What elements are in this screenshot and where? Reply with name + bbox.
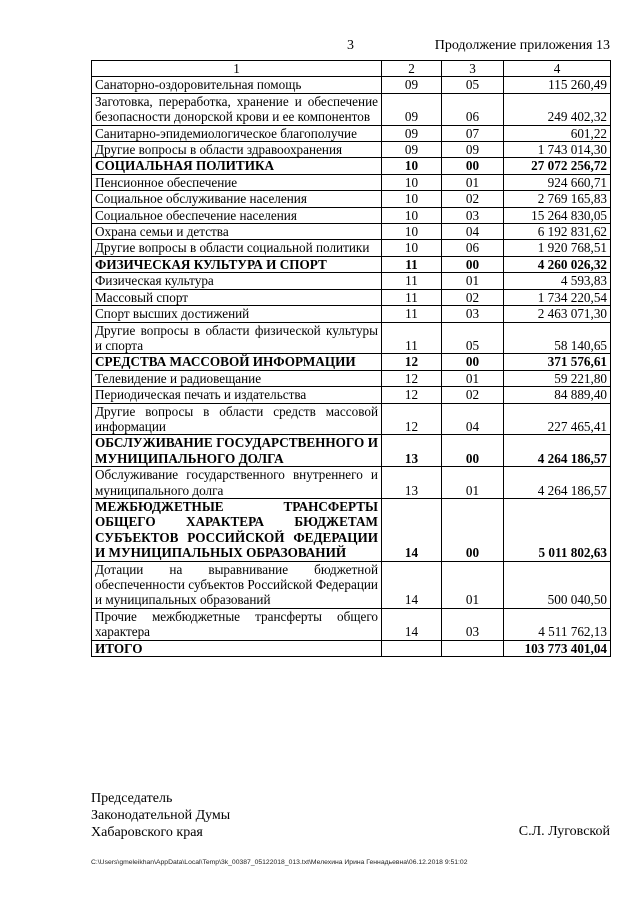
row-section-code: 13 xyxy=(382,435,442,467)
table-row xyxy=(92,273,611,289)
file-path-footer: C:\Users\gmeleikhan\AppData\Local\Temp\3k_00387_05122018_013.txt\Мелехина Ирина Геннадьевна\06.12.2018 9:51:02 xyxy=(91,859,468,866)
row-name: Пенсионное обеспечение xyxy=(92,174,382,190)
row-name: МЕЖБЮДЖЕТНЫЕ ТРАНСФЕРТЫ ОБЩЕГО ХАРАКТЕРА БЮДЖЕТАМ СУБЪЕКТОВ РОССИЙСКОЙ ФЕДЕРАЦИИ И МУНИЦИПАЛЬНЫХ ОБРАЗОВАНИЙ xyxy=(92,498,382,561)
table-row xyxy=(92,322,611,354)
signature-title-line2: Законодательной Думы xyxy=(91,808,231,823)
row-name: Прочие межбюджетные трансферты общего характера xyxy=(92,608,382,640)
row-subsection-code: 00 xyxy=(442,498,504,561)
table-row xyxy=(92,240,611,256)
row-amount: 4 260 026,32 xyxy=(504,256,611,272)
row-name: Периодическая печать и издательства xyxy=(92,387,382,403)
column-number: 1 xyxy=(92,61,382,77)
column-number: 3 xyxy=(442,61,504,77)
row-section-code: 09 xyxy=(382,142,442,158)
table-row xyxy=(92,207,611,223)
row-name: Физическая культура xyxy=(92,273,382,289)
row-name: Санитарно-эпидемиологическое благополучие xyxy=(92,125,382,141)
row-amount: 601,22 xyxy=(504,125,611,141)
table-row xyxy=(92,370,611,386)
total-label: ИТОГО xyxy=(92,640,382,656)
row-subsection-code: 03 xyxy=(442,207,504,223)
total-amount: 103 773 401,04 xyxy=(504,640,611,656)
row-subsection-code: 05 xyxy=(442,322,504,354)
row-subsection-code: 01 xyxy=(442,561,504,608)
table-row xyxy=(92,467,611,499)
row-subsection-code: 02 xyxy=(442,387,504,403)
total-empty-cell xyxy=(442,640,504,656)
row-name: Социальное обеспечение населения xyxy=(92,207,382,223)
row-section-code: 09 xyxy=(382,93,442,125)
row-amount: 371 576,61 xyxy=(504,354,611,370)
row-amount: 227 465,41 xyxy=(504,403,611,435)
row-amount: 15 264 830,05 xyxy=(504,207,611,223)
row-name: Другие вопросы в области социальной политики xyxy=(92,240,382,256)
row-subsection-code: 06 xyxy=(442,240,504,256)
table-row xyxy=(92,174,611,190)
table-row xyxy=(92,289,611,305)
appendix-caption: Продолжение приложения 13 xyxy=(434,38,610,53)
row-section-code: 09 xyxy=(382,77,442,93)
row-name: Спорт высших достижений xyxy=(92,306,382,322)
total-row xyxy=(92,640,611,656)
table-row xyxy=(92,498,611,561)
row-section-code: 10 xyxy=(382,240,442,256)
table-row xyxy=(92,93,611,125)
row-section-code: 11 xyxy=(382,322,442,354)
table-row xyxy=(92,306,611,322)
row-amount: 249 402,32 xyxy=(504,93,611,125)
row-name: Другие вопросы в области средств массовой информации xyxy=(92,403,382,435)
row-name: ОБСЛУЖИВАНИЕ ГОСУДАРСТВЕННОГО И МУНИЦИПАЛЬНОГО ДОЛГА xyxy=(92,435,382,467)
row-subsection-code: 04 xyxy=(442,224,504,240)
row-amount: 115 260,49 xyxy=(504,77,611,93)
signature-title-line3: Хабаровского края xyxy=(91,825,203,840)
row-section-code: 11 xyxy=(382,273,442,289)
row-amount: 59 221,80 xyxy=(504,370,611,386)
row-section-code: 12 xyxy=(382,354,442,370)
row-amount: 4 264 186,57 xyxy=(504,435,611,467)
table-row xyxy=(92,77,611,93)
row-name: Массовый спорт xyxy=(92,289,382,305)
row-amount: 6 192 831,62 xyxy=(504,224,611,240)
row-subsection-code: 02 xyxy=(442,289,504,305)
row-section-code: 10 xyxy=(382,207,442,223)
row-amount: 2 769 165,83 xyxy=(504,191,611,207)
row-subsection-code: 01 xyxy=(442,273,504,289)
table-row xyxy=(92,354,611,370)
row-section-code: 14 xyxy=(382,608,442,640)
signature-block xyxy=(91,790,230,841)
row-section-code: 11 xyxy=(382,289,442,305)
row-name: Охрана семьи и детства xyxy=(92,224,382,240)
row-subsection-code: 09 xyxy=(442,142,504,158)
signatory-name: С.Л. Луговской xyxy=(518,824,610,839)
row-amount: 2 463 071,30 xyxy=(504,306,611,322)
row-subsection-code: 00 xyxy=(442,256,504,272)
row-name: СОЦИАЛЬНАЯ ПОЛИТИКА xyxy=(92,158,382,174)
row-amount: 84 889,40 xyxy=(504,387,611,403)
row-subsection-code: 00 xyxy=(442,435,504,467)
table-row xyxy=(92,125,611,141)
signature-title-line1: Председатель xyxy=(91,791,173,806)
row-subsection-code: 03 xyxy=(442,306,504,322)
table-row xyxy=(92,158,611,174)
budget-table xyxy=(91,60,611,657)
row-subsection-code: 05 xyxy=(442,77,504,93)
row-section-code: 09 xyxy=(382,125,442,141)
row-section-code: 11 xyxy=(382,256,442,272)
table-row xyxy=(92,561,611,608)
row-section-code: 10 xyxy=(382,158,442,174)
table-row xyxy=(92,608,611,640)
row-name: Обслуживание государственного внутреннего и муниципального долга xyxy=(92,467,382,499)
row-name: Дотации на выравнивание бюджетной обеспеченности субъектов Российской Федерации и муниципальных образований xyxy=(92,561,382,608)
row-amount: 500 040,50 xyxy=(504,561,611,608)
row-amount: 1 920 768,51 xyxy=(504,240,611,256)
total-empty-cell xyxy=(382,640,442,656)
row-amount: 4 264 186,57 xyxy=(504,467,611,499)
row-subsection-code: 01 xyxy=(442,467,504,499)
row-subsection-code: 01 xyxy=(442,174,504,190)
row-name: ФИЗИЧЕСКАЯ КУЛЬТУРА И СПОРТ xyxy=(92,256,382,272)
row-section-code: 12 xyxy=(382,403,442,435)
row-amount: 5 011 802,63 xyxy=(504,498,611,561)
row-subsection-code: 02 xyxy=(442,191,504,207)
row-amount: 4 593,83 xyxy=(504,273,611,289)
row-name: Санаторно-оздоровительная помощь xyxy=(92,77,382,93)
row-amount: 58 140,65 xyxy=(504,322,611,354)
row-amount: 1 743 014,30 xyxy=(504,142,611,158)
column-number: 4 xyxy=(504,61,611,77)
row-section-code: 11 xyxy=(382,306,442,322)
row-subsection-code: 06 xyxy=(442,93,504,125)
row-section-code: 10 xyxy=(382,191,442,207)
row-name: СРЕДСТВА МАССОВОЙ ИНФОРМАЦИИ xyxy=(92,354,382,370)
table-row xyxy=(92,191,611,207)
row-section-code: 12 xyxy=(382,370,442,386)
row-section-code: 10 xyxy=(382,174,442,190)
row-section-code: 10 xyxy=(382,224,442,240)
table-row xyxy=(92,435,611,467)
row-section-code: 14 xyxy=(382,561,442,608)
row-amount: 924 660,71 xyxy=(504,174,611,190)
table-row xyxy=(92,224,611,240)
row-subsection-code: 04 xyxy=(442,403,504,435)
row-name: Заготовка, переработка, хранение и обеспечение безопасности донорской крови и ее компонентов xyxy=(92,93,382,125)
table-row xyxy=(92,142,611,158)
row-amount: 27 072 256,72 xyxy=(504,158,611,174)
row-name: Телевидение и радиовещание xyxy=(92,370,382,386)
row-subsection-code: 01 xyxy=(442,370,504,386)
row-amount: 4 511 762,13 xyxy=(504,608,611,640)
row-section-code: 13 xyxy=(382,467,442,499)
row-name: Другие вопросы в области физической культуры и спорта xyxy=(92,322,382,354)
table-row xyxy=(92,256,611,272)
row-name: Социальное обслуживание населения xyxy=(92,191,382,207)
row-section-code: 14 xyxy=(382,498,442,561)
row-amount: 1 734 220,54 xyxy=(504,289,611,305)
row-subsection-code: 07 xyxy=(442,125,504,141)
column-number: 2 xyxy=(382,61,442,77)
row-name: Другие вопросы в области здравоохранения xyxy=(92,142,382,158)
table-row xyxy=(92,387,611,403)
row-section-code: 12 xyxy=(382,387,442,403)
page-number: 3 xyxy=(347,38,354,53)
row-subsection-code: 00 xyxy=(442,354,504,370)
column-number-row xyxy=(92,61,611,77)
table-row xyxy=(92,403,611,435)
row-subsection-code: 00 xyxy=(442,158,504,174)
row-subsection-code: 03 xyxy=(442,608,504,640)
